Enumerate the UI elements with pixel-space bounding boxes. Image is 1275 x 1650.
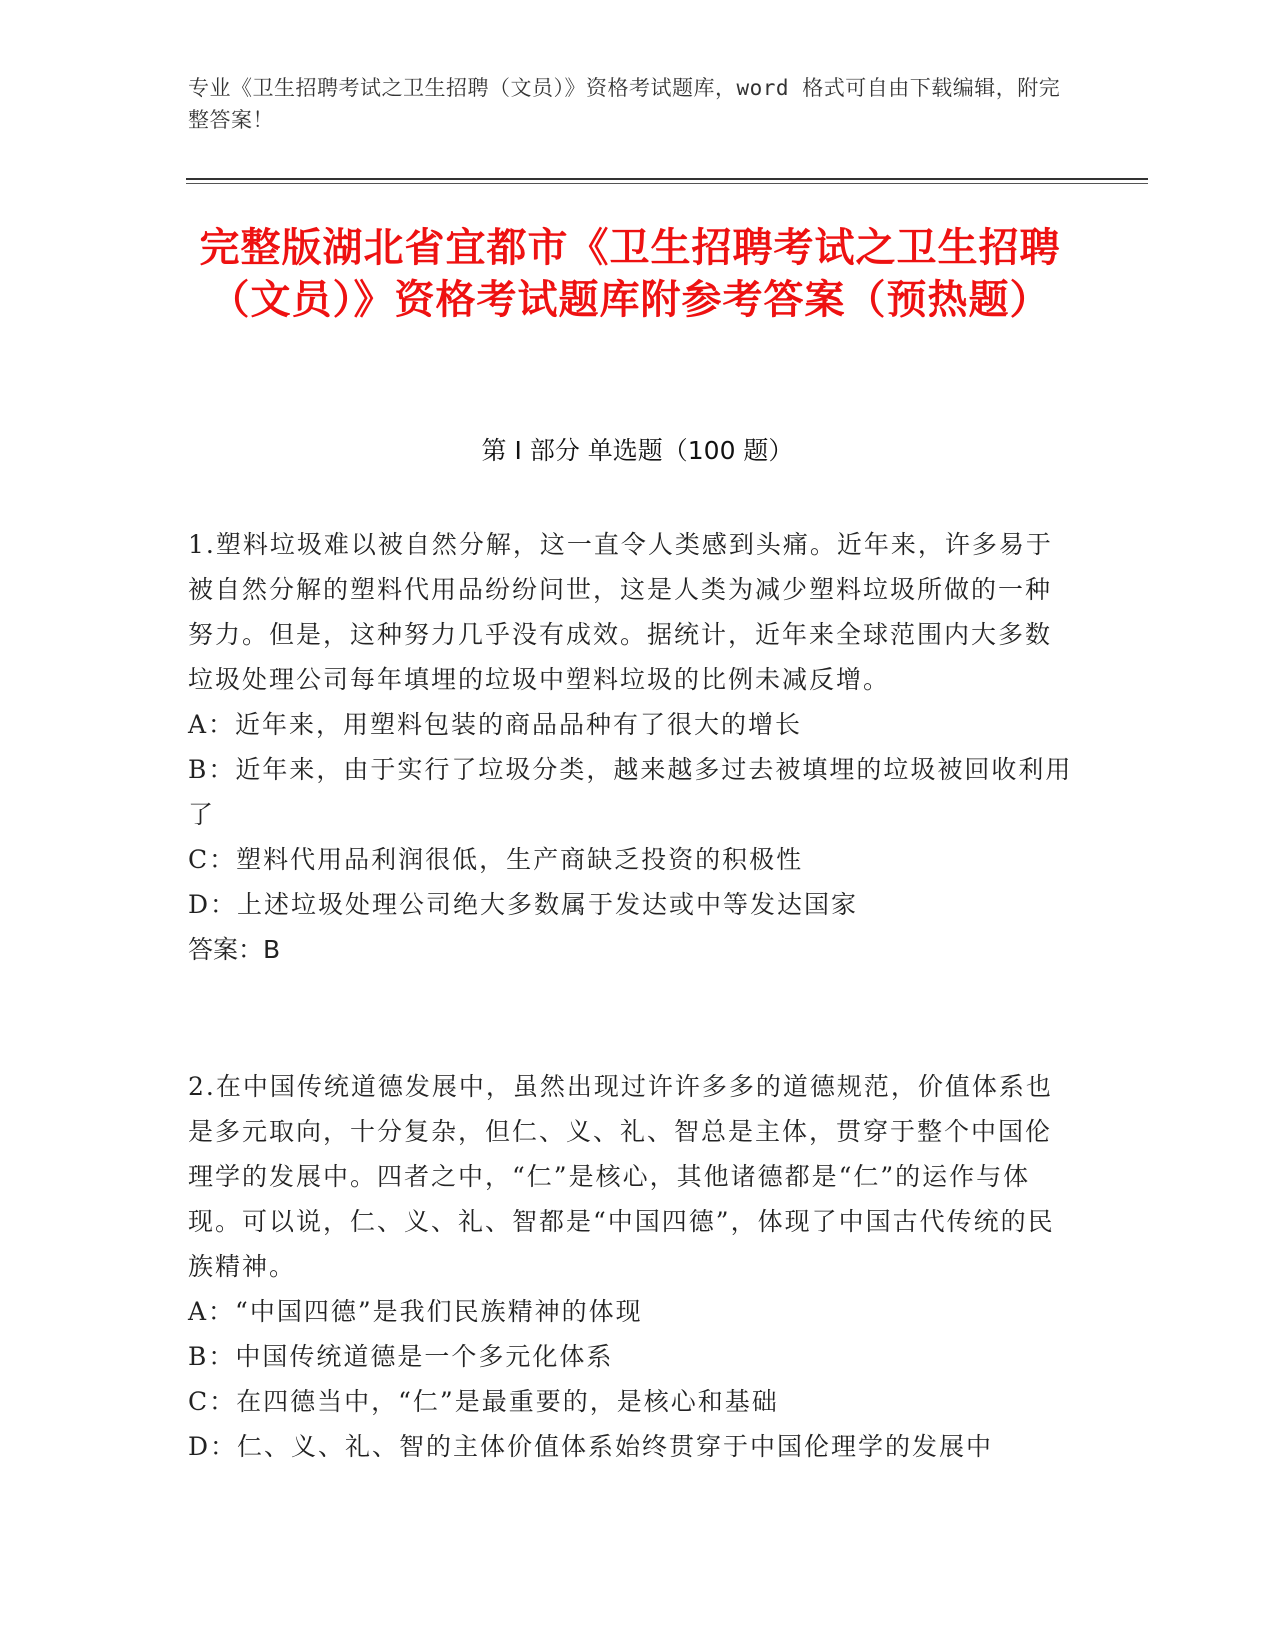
question-text: 1.塑料垃圾难以被自然分解，这一直令人类感到头痛。近年来，许多易于被自然分解的塑料代用品纷纷问世，这是人类为减少塑料垃圾所做的一种努力。但是，这种努力几乎没有成效。据统计，近年来全球范围内大多数垃圾处理公司每年填埋的垃圾中塑料垃圾的比例未减反增。: [188, 530, 1053, 694]
answer: 答案：B: [188, 935, 281, 964]
header-divider-thick: [186, 178, 1148, 180]
option-a: A：近年来，用塑料包装的商品品种有了很大的增长: [188, 710, 803, 739]
option-b: B：中国传统道德是一个多元化体系: [188, 1342, 614, 1371]
option-a: A：“中国四德”是我们民族精神的体现: [188, 1297, 643, 1326]
option-c: C：塑料代用品利润很低，生产商缺乏投资的积极性: [188, 845, 804, 874]
question-1: [188, 522, 1078, 972]
header-note: 专业《卫生招聘考试之卫生招聘（文员）》资格考试题库，word 格式可自由下载编辑，附完整答案！: [188, 76, 1061, 132]
option-b: B：近年来，由于实行了垃圾分类，越来越多过去被填埋的垃圾被回收利用了: [188, 755, 1073, 829]
document-title: 完整版湖北省宜都市《卫生招聘考试之卫生招聘（文员）》资格考试题库附参考答案（预热题）: [199, 225, 1061, 323]
header-divider-thin: [186, 183, 1148, 184]
question-text: 2.在中国传统道德发展中，虽然出现过许许多多的道德规范，价值体系也是多元取向，十分复杂，但仁、义、礼、智总是主体，贯穿于整个中国伦理学的发展中。四者之中，“仁”是核心，其他诸德都是“仁”的运作与体现。可以说，仁、义、礼、智都是“中国四德”，体现了中国古代传统的民族精神。: [188, 1072, 1055, 1281]
section-heading: 第 I 部分 单选题（100 题）: [481, 436, 794, 465]
option-d: D：仁、义、礼、智的主体价值体系始终贯穿于中国伦理学的发展中: [188, 1432, 994, 1461]
question-2: [188, 1064, 1078, 1469]
option-d: D：上述垃圾处理公司绝大多数属于发达或中等发达国家: [188, 890, 859, 919]
option-c: C：在四德当中，“仁”是最重要的，是核心和基础: [188, 1387, 779, 1416]
